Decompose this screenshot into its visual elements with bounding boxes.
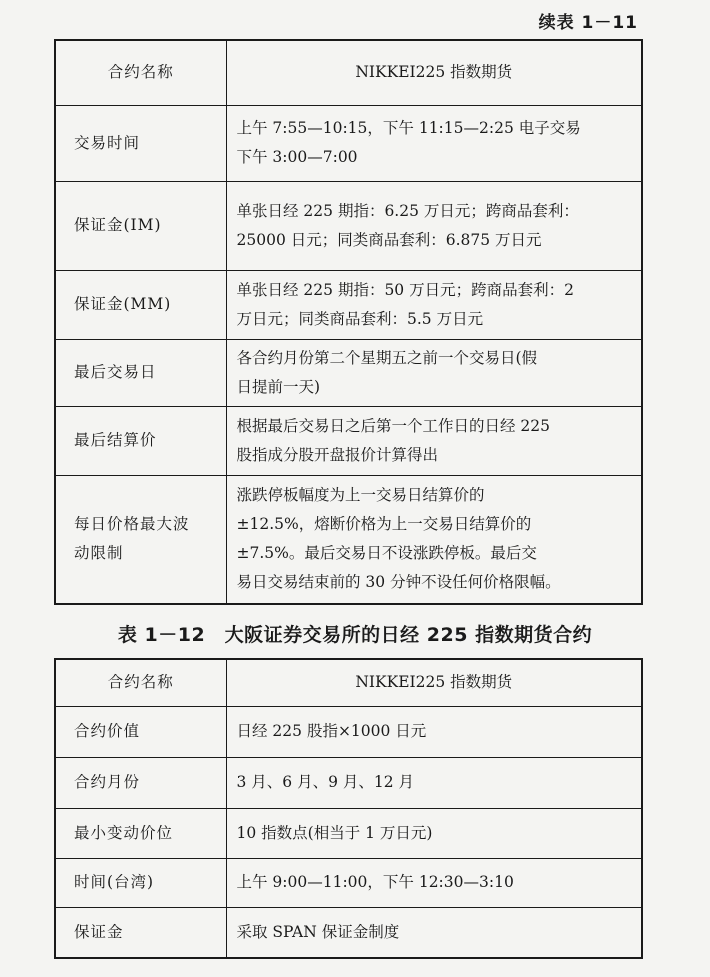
table-row (55, 475, 642, 604)
table-row (55, 339, 642, 406)
table-header-row (55, 40, 642, 105)
header-value: NIKKEI225 指数期货 (226, 659, 642, 706)
value-line: ±7.5%。最后交易日不设涨跌停板。最后交 (236, 544, 537, 563)
value-line: 根据最后交易日之后第一个工作日的日经 225 (236, 416, 551, 435)
table-row (55, 105, 642, 181)
value-line: ±12.5%，熔断价格为上一交易日结算价的 (236, 515, 532, 534)
label-line: 动限制 (74, 544, 124, 563)
row-label-daily-price-limit (55, 475, 226, 604)
row-label-margin-im: 保证金(IM) (55, 181, 226, 270)
value-line: 易日交易结束前的 30 分钟不设任何价格限幅。 (236, 573, 561, 592)
row-value-final-settlement (226, 406, 642, 475)
row-value-margin: 采取 SPAN 保证金制度 (226, 907, 642, 958)
row-value-hours-taiwan: 上午 9:00—11:00，下午 12:30—3:10 (226, 858, 642, 907)
table-header-row (55, 659, 642, 706)
row-label-trading-hours: 交易时间 (55, 105, 226, 181)
table-row (55, 406, 642, 475)
header-label: 合约名称 (55, 40, 226, 105)
row-label-margin: 保证金 (55, 907, 226, 958)
value-line: 股指成分股开盘报价计算得出 (236, 445, 439, 464)
table-row (55, 757, 642, 808)
table-row (55, 270, 642, 339)
header-value: NIKKEI225 指数期货 (226, 40, 642, 105)
table-1-11-continued (54, 39, 643, 605)
row-value-daily-price-limit (226, 475, 642, 604)
value-line: 下午 3:00—7:00 (236, 148, 358, 166)
row-value-contract-value: 日经 225 股指×1000 日元 (226, 706, 642, 757)
table-row (55, 181, 642, 270)
row-value-contract-months: 3 月、6 月、9 月、12 月 (226, 757, 642, 808)
row-label-final-settlement: 最后结算价 (55, 406, 226, 475)
row-value-margin-im (226, 181, 642, 270)
table-row (55, 858, 642, 907)
value-line: 涨跌停板幅度为上一交易日结算价的 (236, 486, 485, 505)
row-label-contract-months: 合约月份 (55, 757, 226, 808)
row-label-margin-mm: 保证金(MM) (55, 270, 226, 339)
continued-table-title: 续表 1－11 (538, 13, 638, 33)
table-row (55, 808, 642, 858)
row-value-last-trading-day (226, 339, 642, 406)
value-line: 单张日经 225 期指：6.25 万日元；跨商品套利： (236, 201, 579, 220)
row-label-contract-value: 合约价值 (55, 706, 226, 757)
row-label-tick-size: 最小变动价位 (55, 808, 226, 858)
table-row (55, 907, 642, 958)
row-value-tick-size: 10 指数点(相当于 1 万日元) (226, 808, 642, 858)
table-row (55, 706, 642, 757)
header-label: 合约名称 (55, 659, 226, 706)
table-1-12-title: 表 1－12 大阪证券交易所的日经 225 指数期货合约 (117, 624, 593, 646)
value-line: 各合约月份第二个星期五之前一个交易日(假 (236, 348, 538, 367)
value-line: 25000 日元；同类商品套利：6.875 万日元 (236, 230, 542, 249)
value-line: 万日元；同类商品套利：5.5 万日元 (236, 309, 484, 328)
value-line: 单张日经 225 期指：50 万日元；跨商品套利：2 (236, 280, 574, 299)
row-value-trading-hours (226, 105, 642, 181)
table-1-12 (54, 658, 643, 959)
value-line: 日提前一天) (236, 377, 321, 396)
label-line: 每日价格最大波 (74, 515, 190, 534)
row-label-hours-taiwan: 时间(台湾) (55, 858, 226, 907)
row-value-margin-mm (226, 270, 642, 339)
row-label-last-trading-day: 最后交易日 (55, 339, 226, 406)
value-line: 上午 7:55—10:15，下午 11:15—2:25 电子交易 (236, 119, 581, 137)
